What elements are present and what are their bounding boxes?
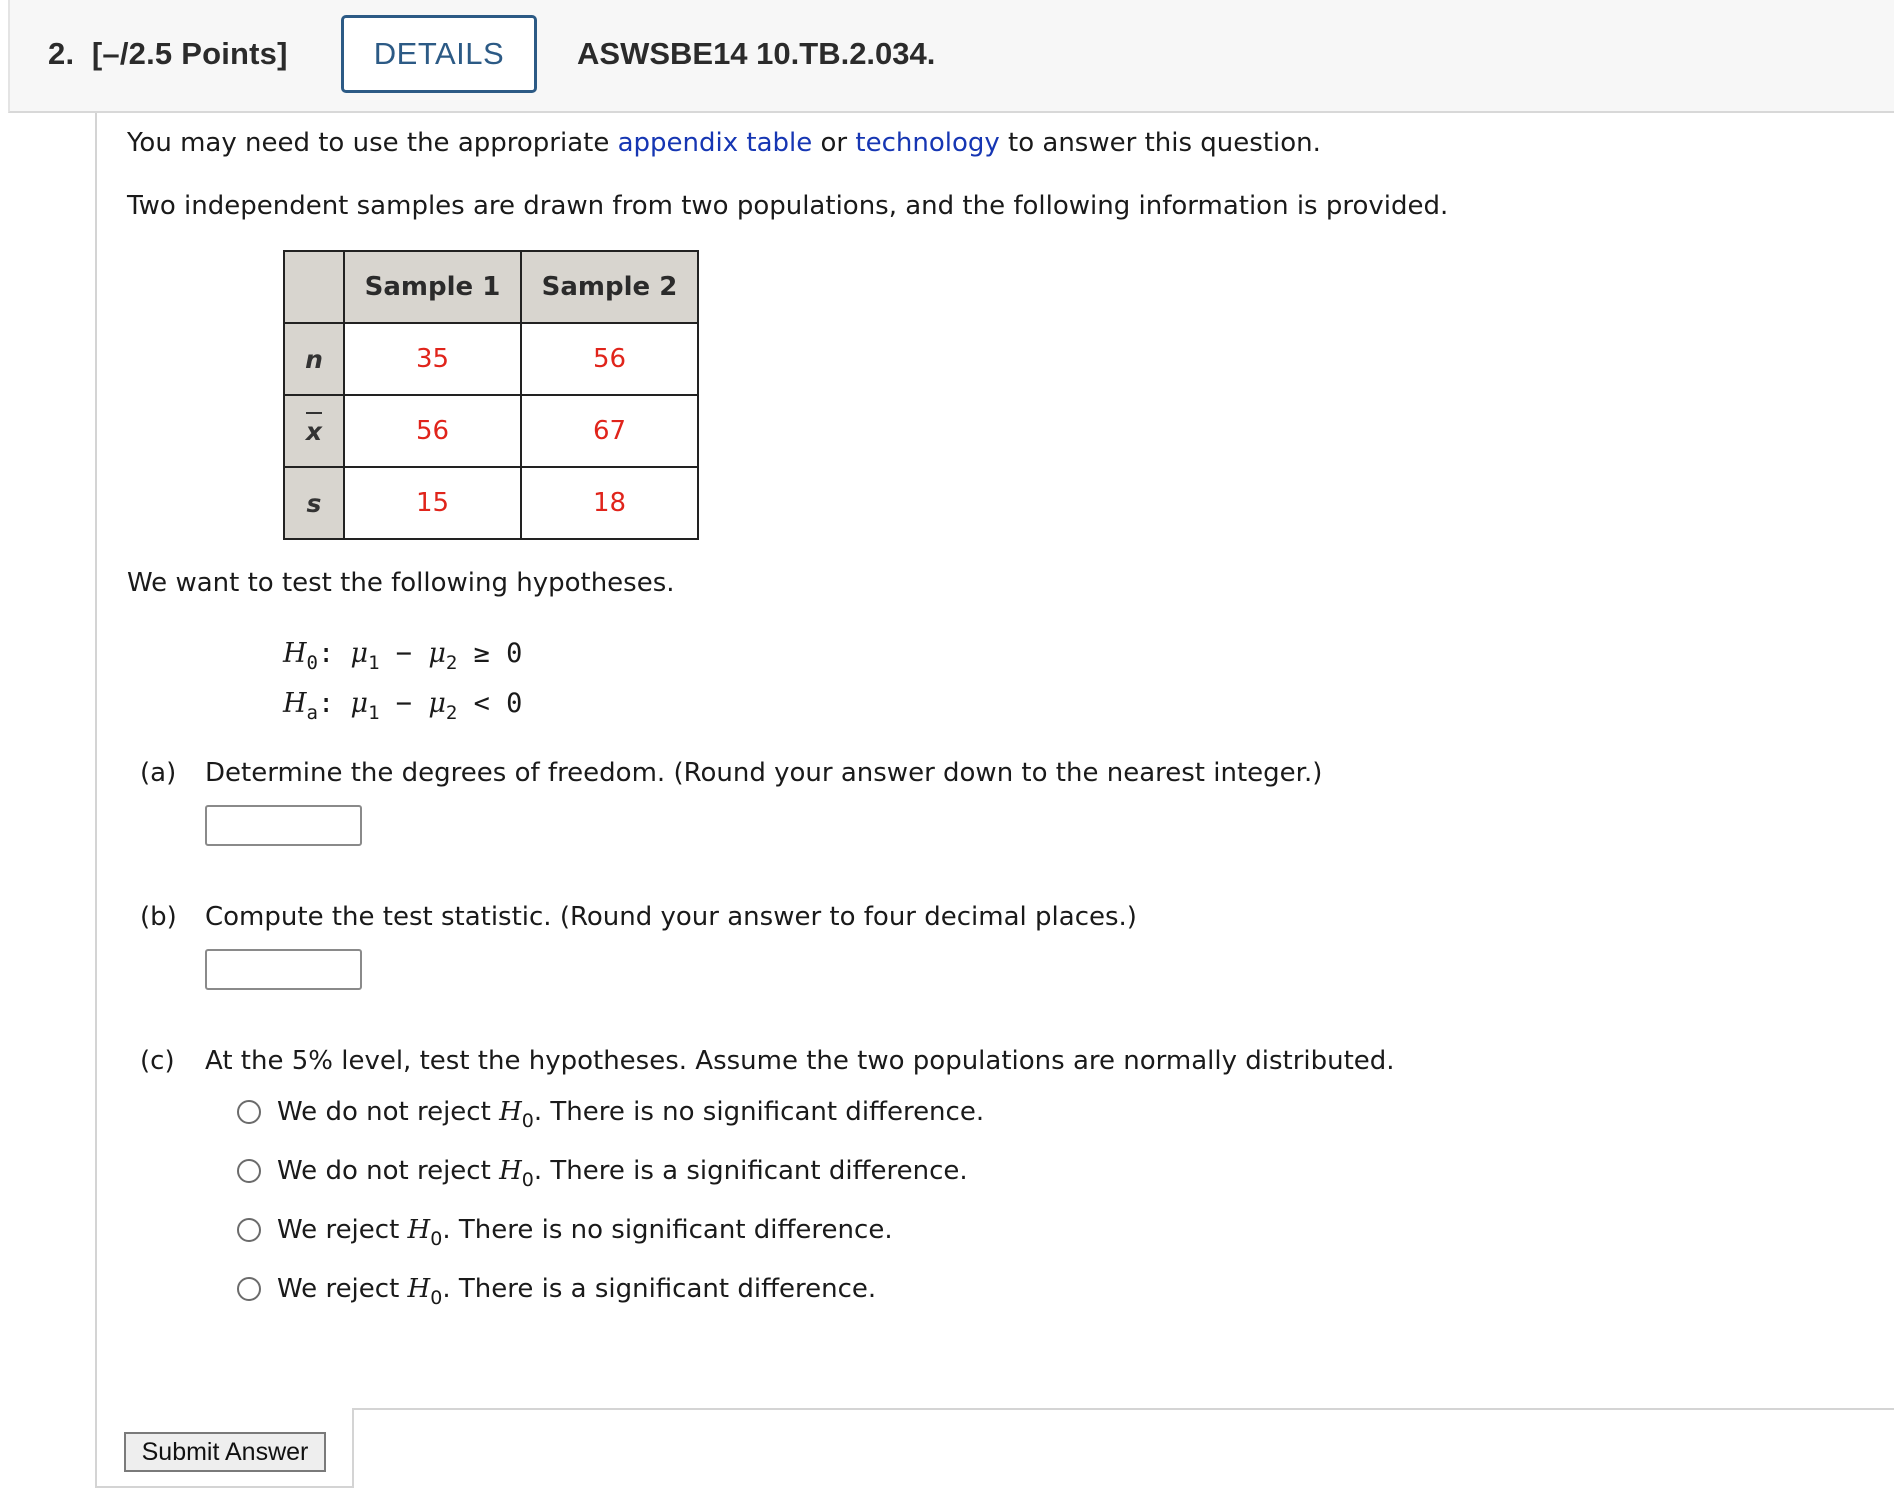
option-label: We reject $H_0$. There is no significant difference. [277,1215,893,1250]
null-hypothesis: $H_0$: $\mu_1 - \mu_2 \ge 0$ [283,638,523,674]
table-row [284,467,698,539]
degrees-of-freedom-input[interactable] [205,805,362,846]
sample-1-mean: 56 [344,395,521,467]
part-b-question: Compute the test statistic. (Round your answer to four decimal places.) [205,902,1137,932]
row-label-s: s [284,467,344,539]
content-bottom-border [95,1486,354,1488]
radio-button[interactable] [237,1100,261,1124]
option-3[interactable] [237,1212,893,1248]
option-label: We do not reject $H_0$. There is no significant difference. [277,1097,985,1132]
problem-description: Two independent samples are drawn from two populations, and the following information is provided. [127,191,1449,221]
sample-2-header: Sample 2 [521,251,698,323]
appendix-table-link[interactable]: appendix table [617,128,813,158]
details-button[interactable]: DETAILS [341,15,537,93]
sample-2-sd: 18 [521,467,698,539]
part-c-question: At the 5% level, test the hypotheses. Assume the two populations are normally distributed. [205,1046,1395,1076]
submit-answer-button[interactable]: Submit Answer [124,1432,326,1472]
option-1[interactable] [237,1094,984,1130]
question-number-points: 2. [–/2.5 Points] [48,36,288,71]
table-row [284,323,698,395]
question-code: ASWSBE14 10.TB.2.034. [577,36,936,71]
technology-link[interactable]: technology [855,128,1000,158]
table-row [284,395,698,467]
radio-button[interactable] [237,1277,261,1301]
radio-button[interactable] [237,1218,261,1242]
option-label: We reject $H_0$. There is a significant difference. [277,1274,877,1309]
content-step-border [352,1409,354,1488]
sample-2-mean: 67 [521,395,698,467]
sample-2-n: 56 [521,323,698,395]
table-header-row [284,251,698,323]
sample-1-sd: 15 [344,467,521,539]
table-corner-cell [284,251,344,323]
row-label-x-bar: x [284,395,344,467]
sample-1-header: Sample 1 [344,251,521,323]
row-label-n: n [284,323,344,395]
part-c-label: (c) [140,1046,175,1076]
content-left-border [95,113,97,1487]
option-label: We do not reject $H_0$. There is a significant difference. [277,1156,968,1191]
hypotheses-intro: We want to test the following hypotheses. [127,568,675,598]
test-statistic-input[interactable] [205,949,362,990]
part-a-label: (a) [140,758,177,788]
sample-1-n: 35 [344,323,521,395]
part-b-label: (b) [140,902,177,932]
option-2[interactable] [237,1153,968,1189]
option-4[interactable] [237,1271,876,1307]
part-a-question: Determine the degrees of freedom. (Round your answer down to the nearest integer.) [205,758,1323,788]
question-header [8,0,1894,113]
intro-text: You may need to use the appropriate appendix table or technology to answer this question. [127,128,1321,158]
radio-button[interactable] [237,1159,261,1183]
sample-data-table [283,250,699,540]
content-divider [352,1408,1894,1410]
alternative-hypothesis: $H_a$: $\mu_1 - \mu_2 < 0$ [283,688,523,724]
